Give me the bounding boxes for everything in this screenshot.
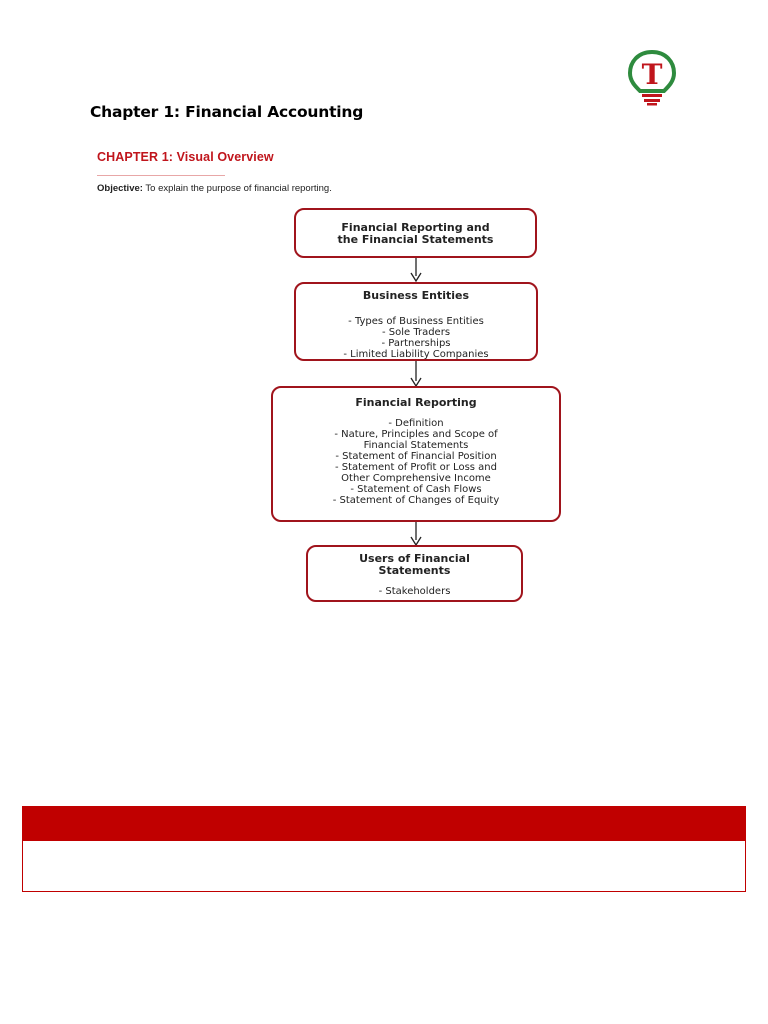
flow-box-items (273, 418, 559, 506)
flow-item: Financial Statements (363, 440, 469, 451)
flow-arrow (409, 522, 423, 546)
flow-box-items (296, 316, 536, 360)
flow-box-title: Users of Financial (359, 552, 470, 565)
flow-item: - Statement of Financial Position (335, 451, 497, 462)
flow-box-title: Financial Reporting and (341, 221, 490, 234)
flow-item: - Statement of Changes of Equity (332, 495, 500, 506)
flow-item: - Types of Business Entities (348, 316, 484, 327)
logo-letter: T (641, 58, 663, 91)
flow-item: - Limited Liability Companies (343, 349, 489, 360)
flow-item: Other Comprehensive Income (341, 473, 491, 484)
flow-arrow (409, 361, 423, 387)
flow-item: - Definition (388, 418, 444, 429)
footer-banner-bar (22, 806, 746, 841)
flow-box-title: Statements (378, 564, 451, 577)
flow-box-title: the Financial Statements (337, 233, 494, 246)
overview-divider (97, 175, 225, 176)
lightbulb-logo-icon (626, 48, 678, 106)
flow-box-items (308, 586, 521, 597)
objective-text: To explain the purpose of financial reporting. (142, 183, 332, 194)
flow-item: - Partnerships (381, 338, 451, 349)
flow-arrow (409, 258, 423, 282)
flow-item: - Sole Traders (381, 327, 451, 338)
flow-item: - Nature, Principles and Scope of (334, 429, 498, 440)
chapter-heading: Chapter 1: Financial Accounting (90, 103, 364, 121)
objective-label: Objective: (97, 183, 143, 194)
flow-item: - Statement of Profit or Loss and (334, 462, 497, 473)
objective-line (97, 183, 332, 194)
flow-box-financial-reporting-statements (294, 208, 537, 258)
flow-item: - Stakeholders (378, 586, 451, 597)
footer-banner-frame (22, 841, 746, 892)
flow-box-business-entities (294, 282, 538, 361)
flow-box-title: Financial Reporting (355, 396, 477, 409)
flow-box-financial-reporting (271, 386, 561, 522)
flow-item: - Statement of Cash Flows (350, 484, 482, 495)
flow-box-users-of-financial-statements (306, 545, 523, 602)
overview-title: CHAPTER 1: Visual Overview (97, 150, 274, 164)
flow-box-title: Business Entities (362, 289, 470, 302)
